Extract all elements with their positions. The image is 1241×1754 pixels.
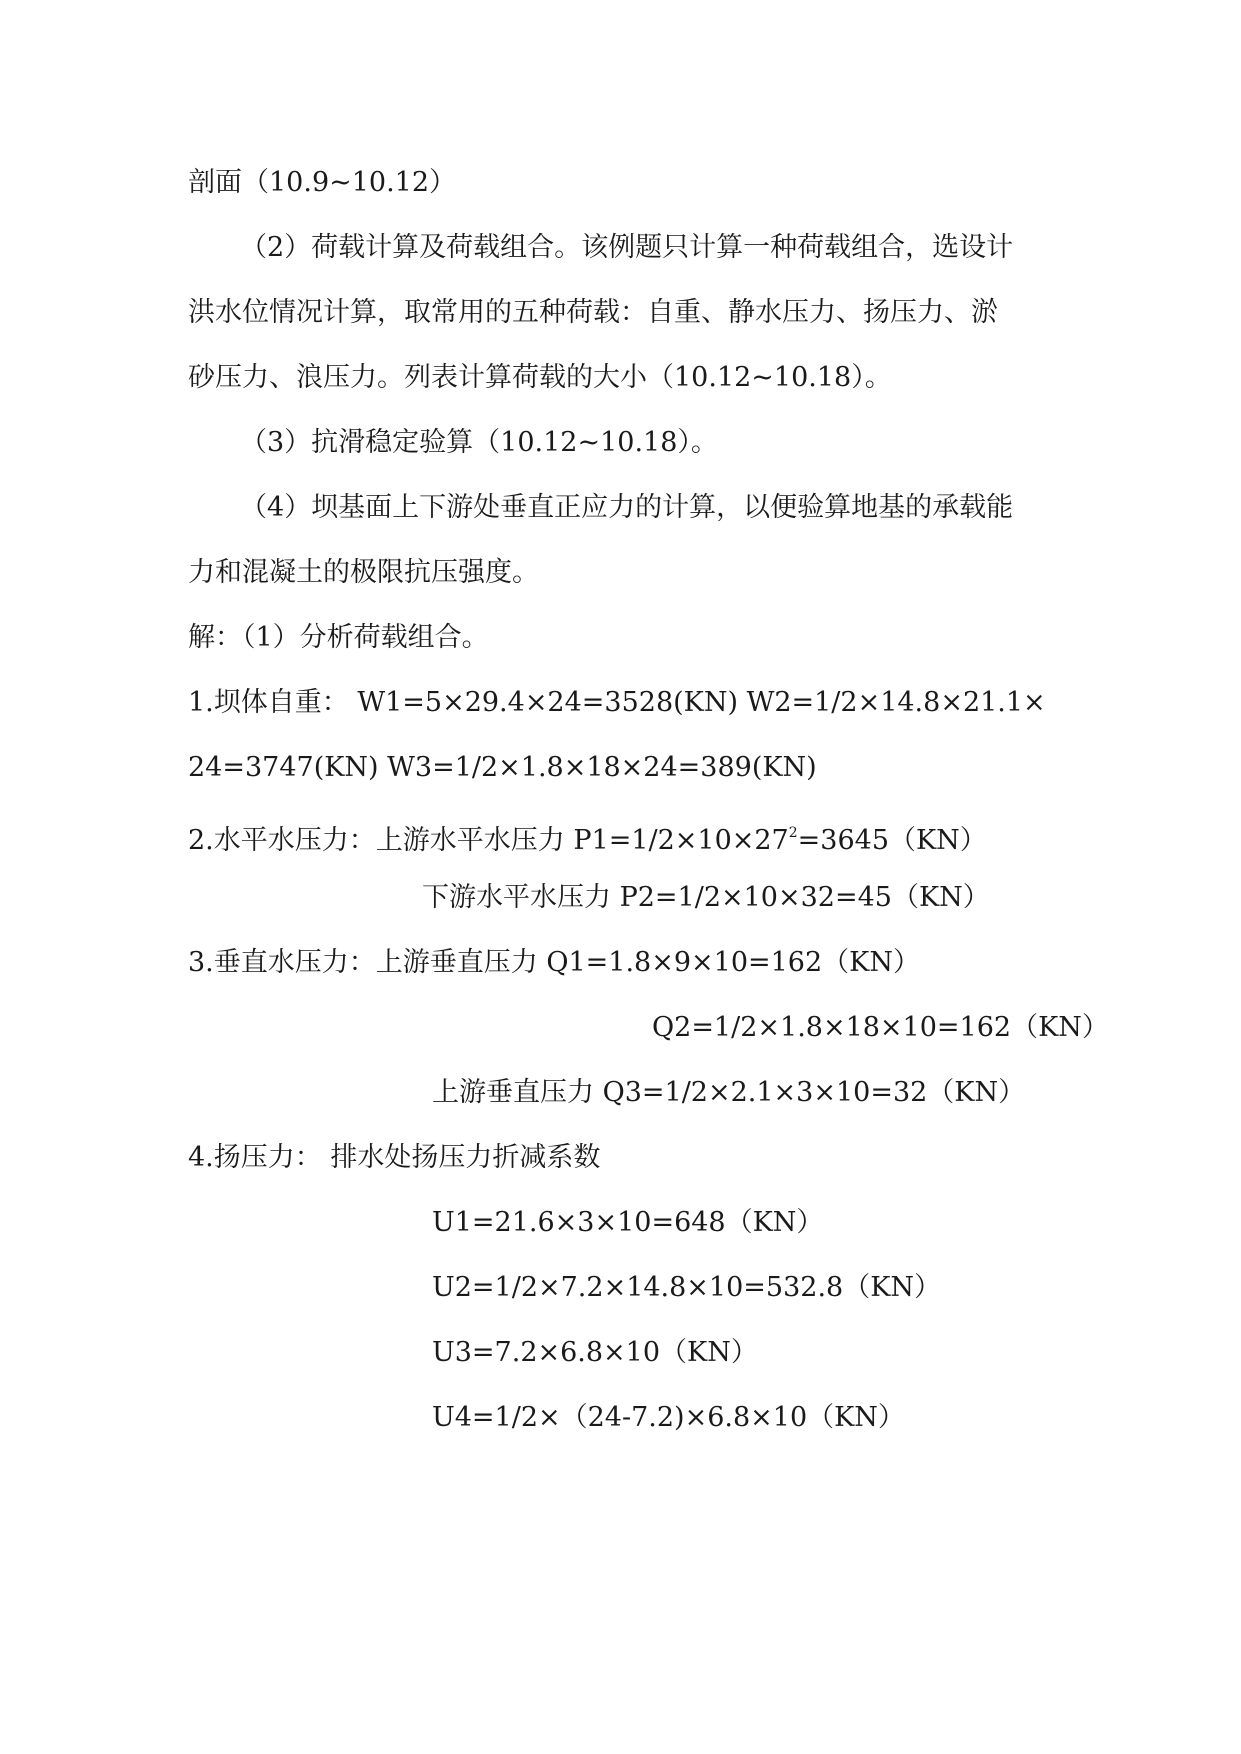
text-line-18: U2=1/2×7.2×14.8×10=532.8（KN） — [432, 1272, 942, 1303]
text-line-15: 上游垂直压力 Q3=1/2×2.1×3×10=32（KN） — [432, 1077, 1026, 1108]
text-line-16: 4.扬压力： 排水处扬压力折减系数 — [188, 1142, 601, 1173]
text-line-13: 3.垂直水压力：上游垂直压力 Q1=1.8×9×10=162（KN） — [188, 947, 920, 978]
text-line-6: （4）坝基面上下游处垂直正应力的计算，以便验算地基的承载能 — [240, 492, 1014, 523]
text-line-11-end: =3645（KN） — [797, 825, 987, 856]
text-line-5: （3）抗滑稳定验算（10.12~10.18）。 — [240, 427, 718, 458]
superscript: 2 — [788, 825, 798, 841]
text-line-3: 洪水位情况计算，取常用的五种荷载：自重、静水压力、扬压力、淤 — [188, 297, 998, 328]
text-line-20: U4=1/2×（24-7.2)×6.8×10（KN） — [432, 1402, 905, 1433]
text-line-8: 解：（1）分析荷载组合。 — [188, 622, 489, 653]
text-line-17: U1=21.6×3×10=648（KN） — [432, 1207, 824, 1238]
text-line-12: 下游水平水压力 P2=1/2×10×32=45（KN） — [422, 882, 990, 913]
text-line-2: （2）荷载计算及荷载组合。该例题只计算一种荷载组合，选设计 — [240, 232, 1014, 263]
text-line-10: 24=3747(KN) W3=1/2×1.8×18×24=389(KN) — [188, 752, 817, 783]
text-line-9: 1.坝体自重： W1=5×29.4×24=3528(KN) W2=1/2×14.8×21.1× — [188, 687, 1046, 718]
text-line-11 — [188, 813, 987, 856]
text-line-4: 砂压力、浪压力。列表计算荷载的大小（10.12~10.18）。 — [188, 362, 892, 393]
text-line-7: 力和混凝土的极限抗压强度。 — [188, 557, 539, 588]
text-line-1: 剖面（10.9~10.12） — [188, 167, 457, 198]
text-line-19: U3=7.2×6.8×10（KN） — [432, 1337, 758, 1368]
text-line-11-main: 2.水平水压力：上游水平水压力 P1=1/2×10×27 — [188, 825, 789, 856]
text-line-14: Q2=1/2×1.8×18×10=162（KN） — [652, 1012, 1109, 1043]
